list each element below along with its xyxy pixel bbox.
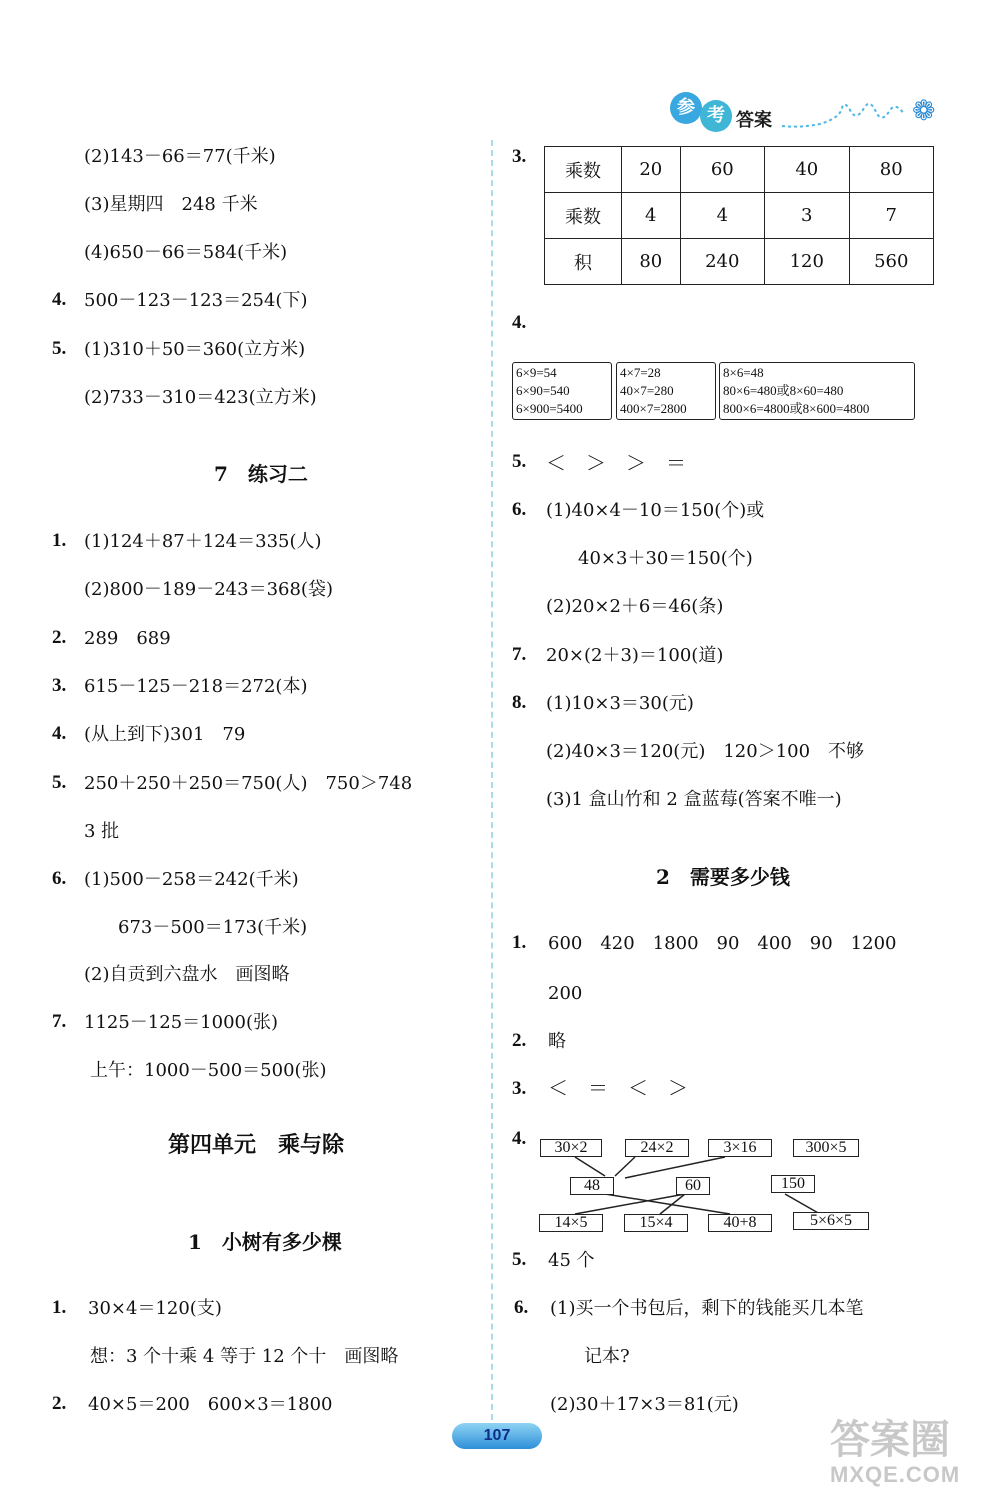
question-number: 2. <box>52 627 67 648</box>
table-cell: 40 <box>765 147 849 193</box>
header-badge: 参 <box>670 92 702 124</box>
match-box: 150 <box>771 1175 815 1193</box>
match-line <box>785 1194 820 1214</box>
question-number: 3. <box>512 1078 527 1099</box>
answer-line: (1)310＋50＝360(立方米) <box>84 339 306 360</box>
calc-line: 400×7=2800 <box>620 401 687 416</box>
question-number: 7. <box>52 1011 67 1032</box>
question-number: 2. <box>512 1030 527 1051</box>
answer-line: (2)733－310＝423(立方米) <box>84 387 317 408</box>
answer-line: ＜ ＞ ＞ ＝ <box>546 451 686 475</box>
match-box: 40+8 <box>708 1214 772 1232</box>
question-number: 3. <box>512 146 527 167</box>
answer-line: 1125－125＝1000(张) <box>84 1012 279 1033</box>
match-box: 60 <box>676 1177 710 1195</box>
question-number: 1. <box>512 932 527 953</box>
match-line <box>625 1157 725 1178</box>
calc-line: 80×6=480或8×60=480 <box>723 383 844 398</box>
question-number: 5. <box>52 772 67 793</box>
question-number: 4. <box>512 312 527 333</box>
table-cell: 80 <box>849 147 934 193</box>
calc-box <box>512 362 612 420</box>
match-box: 24×2 <box>625 1139 689 1157</box>
match-box: 3×16 <box>708 1139 772 1157</box>
answer-line: (4)650－66＝584(千米) <box>84 242 288 263</box>
calc-line: 6×9=54 <box>516 365 557 380</box>
table-cell: 7 <box>849 193 934 239</box>
header-title: 答案 <box>736 110 772 131</box>
answer-line: 20×(2＋3)＝100(道) <box>546 645 724 666</box>
table-cell: 20 <box>622 147 681 193</box>
section-heading: 7 练习二 <box>214 462 308 486</box>
section-heading: 1 小树有多少棵 <box>188 1230 342 1254</box>
calc-line: 6×900=5400 <box>516 401 583 416</box>
match-box: 30×2 <box>540 1139 602 1157</box>
match-line <box>575 1157 605 1176</box>
calc-box <box>616 362 716 420</box>
answer-line: 想：3 个十乘 4 等于 12 个十 画图略 <box>90 1346 399 1367</box>
answer-line: ＜ ＝ ＜ ＞ <box>548 1076 688 1100</box>
table-cell: 3 <box>765 193 849 239</box>
answer-line: 40×3＋30＝150(个) <box>578 548 753 569</box>
question-number: 5. <box>512 451 527 472</box>
table-cell: 乘数 <box>545 147 622 193</box>
answer-line: (2)40×3＝120(元) 120＞100 不够 <box>546 741 865 762</box>
table-cell: 560 <box>849 239 934 285</box>
answer-line: (1)买一个书包后，剩下的钱能买几本笔 <box>550 1298 864 1319</box>
watermark-url: MXQE.COM <box>830 1462 961 1487</box>
calc-line: 8×6=48 <box>723 365 764 380</box>
question-number: 8. <box>512 692 527 713</box>
question-number: 5. <box>512 1249 527 1270</box>
question-number: 4. <box>52 723 67 744</box>
match-box: 15×4 <box>624 1214 688 1232</box>
answer-line: 记本? <box>584 1346 630 1367</box>
question-number: 4. <box>512 1128 527 1149</box>
decorative-swirl-icon <box>780 98 920 132</box>
table-cell: 120 <box>765 239 849 285</box>
question-number: 2. <box>52 1393 67 1414</box>
answer-line: (2)30＋17×3＝81(元) <box>550 1394 739 1415</box>
answer-line: 600 420 1800 90 400 90 1200 <box>548 933 897 954</box>
answer-line: (从上到下)301 79 <box>84 724 246 745</box>
question-number: 3. <box>52 675 67 696</box>
page-number: 107 <box>452 1423 542 1449</box>
question-number: 7. <box>512 644 527 665</box>
answer-line: 673－500＝173(千米) <box>118 917 308 938</box>
match-box: 5×6×5 <box>793 1212 869 1230</box>
question-number: 6. <box>514 1297 529 1318</box>
match-line <box>615 1157 635 1176</box>
answer-line: 略 <box>548 1031 566 1052</box>
table-cell: 4 <box>680 193 764 239</box>
table-cell: 4 <box>622 193 681 239</box>
watermark-logo: 答案圈 <box>830 1418 950 1462</box>
answer-line: (1)124＋87＋124＝335(人) <box>84 531 322 552</box>
calc-line: 6×90=540 <box>516 383 570 398</box>
answer-line: 289 689 <box>84 628 171 649</box>
table-row <box>545 193 934 239</box>
answer-line: (2)143－66＝77(千米) <box>84 146 276 167</box>
question-number: 6. <box>512 499 527 520</box>
calc-line: 800×6=4800或8×600=4800 <box>723 401 870 416</box>
answer-line: 30×4＝120(支) <box>88 1298 222 1319</box>
answer-line: (2)自贡到六盘水 画图略 <box>84 964 290 985</box>
table-cell: 60 <box>680 147 764 193</box>
unit-heading: 第四单元 乘与除 <box>168 1132 345 1158</box>
question-number: 4. <box>52 289 67 310</box>
table-cell: 80 <box>622 239 681 285</box>
match-box: 14×5 <box>539 1214 603 1232</box>
answer-line: 615－125－218＝272(本) <box>84 676 308 697</box>
question-number: 5. <box>52 338 67 359</box>
header-badge: 考 <box>700 100 732 132</box>
table-cell: 积 <box>545 239 622 285</box>
answer-line: (3)1 盒山竹和 2 盒蓝莓(答案不唯一) <box>546 789 842 810</box>
table-cell: 240 <box>680 239 764 285</box>
table-row <box>545 239 934 285</box>
section-heading: 2 需要多少钱 <box>656 865 790 889</box>
multiplication-table <box>544 146 934 285</box>
answer-header <box>640 90 940 140</box>
answer-line: 40×5＝200 600×3＝1800 <box>88 1394 333 1415</box>
answer-line: 45 个 <box>548 1250 595 1271</box>
watermark <box>830 1418 960 1488</box>
answer-line: (1)40×4－10＝150(个)或 <box>546 500 765 521</box>
answer-line: (2)800－189－243＝368(袋) <box>84 579 333 600</box>
calc-line: 40×7=280 <box>620 383 674 398</box>
answer-line: 200 <box>548 983 583 1004</box>
answer-line: (2)20×2＋6＝46(条) <box>546 596 724 617</box>
answer-line: 250＋250＋250＝750(人) 750＞748 <box>84 773 413 794</box>
answer-line: 3 批 <box>84 821 120 842</box>
table-cell: 乘数 <box>545 193 622 239</box>
column-divider <box>491 140 493 1440</box>
calc-line: 4×7=28 <box>620 365 661 380</box>
question-number: 1. <box>52 1297 67 1318</box>
match-box: 48 <box>570 1177 614 1195</box>
table-row <box>545 147 934 193</box>
answer-line: 上午：1000－500＝500(张) <box>90 1060 327 1081</box>
answer-line: (1)500－258＝242(千米) <box>84 869 299 890</box>
answer-line: (1)10×3＝30(元) <box>546 693 694 714</box>
answer-line: 500－123－123＝254(下) <box>84 290 308 311</box>
flower-icon: ❁ <box>912 94 936 127</box>
answer-line: (3)星期四 248 千米 <box>84 194 258 215</box>
question-number: 6. <box>52 868 67 889</box>
calc-box <box>719 362 915 420</box>
match-box: 300×5 <box>793 1139 859 1157</box>
question-number: 1. <box>52 530 67 551</box>
